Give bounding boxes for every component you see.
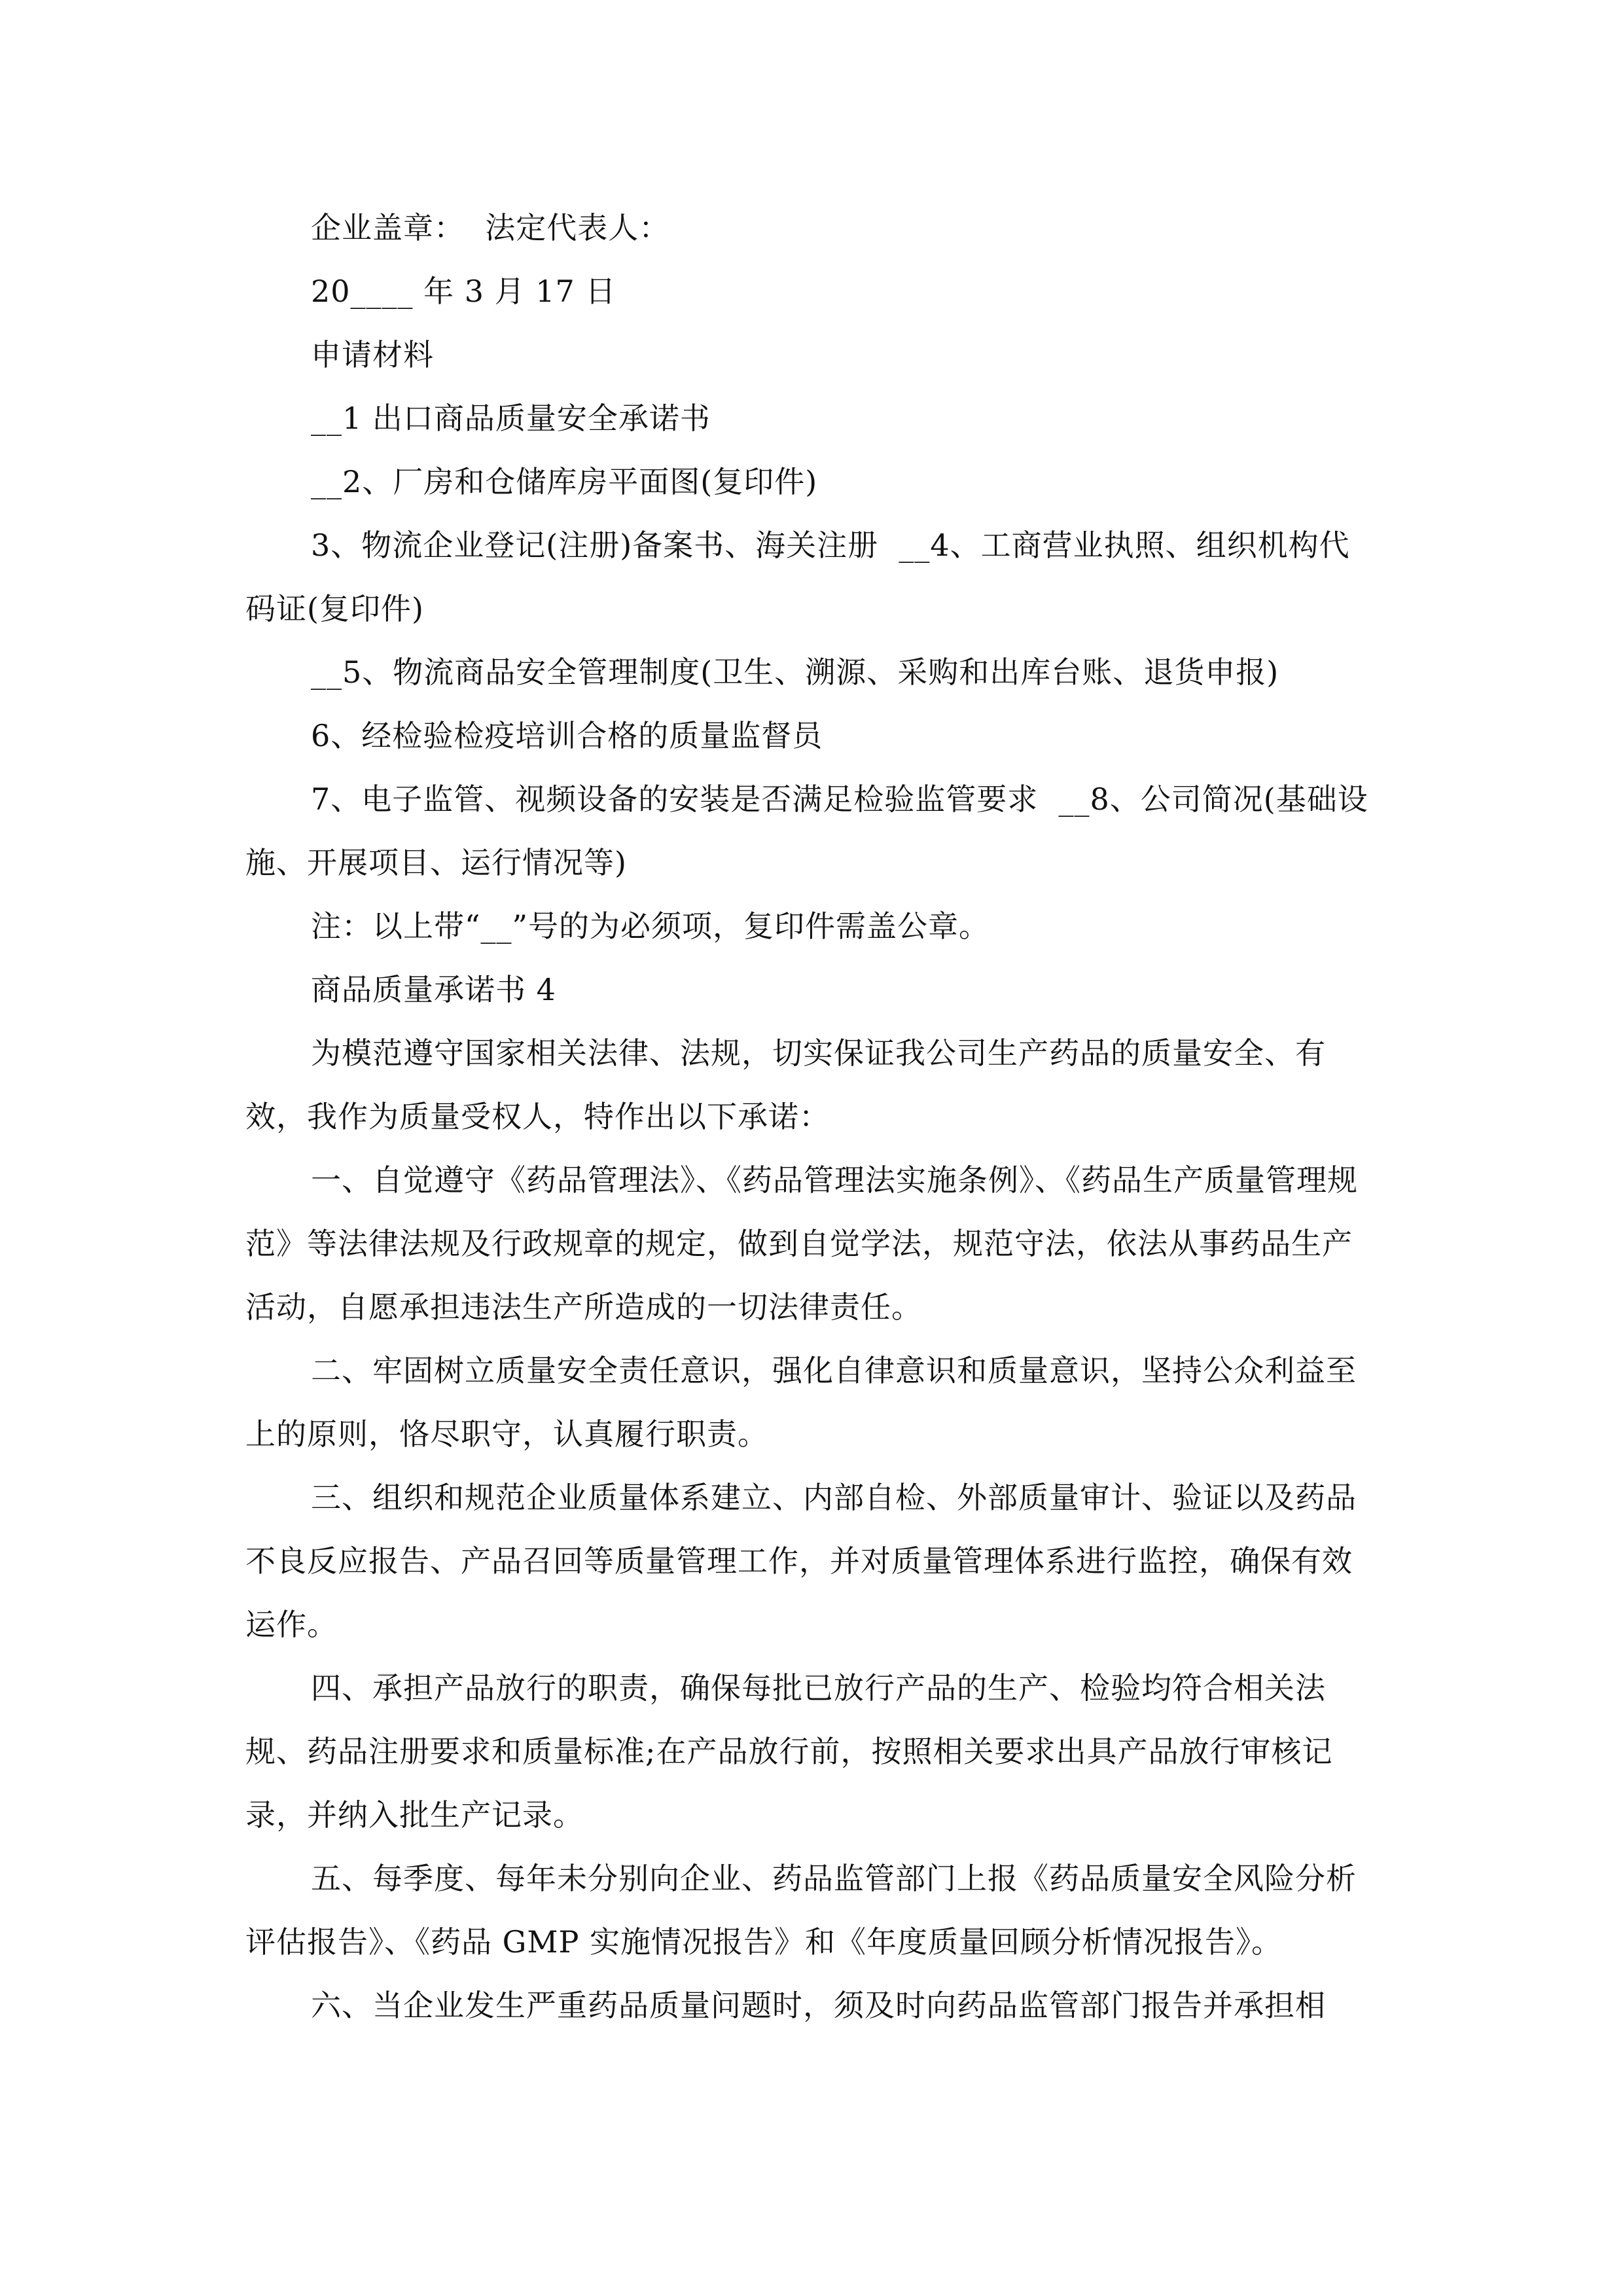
material-item: 6、经检验检疫培训合格的质量监督员 — [311, 718, 823, 753]
body-paragraph: 一、自觉遵守《药品管理法》、《药品管理法实施条例》、《药品生产质量管理规范》等法律法规及行政规章的规定，做到自觉学法，规范守法，依法从事药品生产活动，自愿承担违法生产所造成的一切法律责任。 — [245, 1162, 1358, 1325]
material-item: __5、物流商品安全管理制度(卫生、溯源、采购和出库台账、退货申报) — [311, 655, 1279, 690]
material-item: 7、电子监管、视频设备的安装是否满足检验监管要求 __8、公司简况(基础设施、开展项目、运行情况等) — [245, 781, 1368, 880]
section-heading-commitment: 商品质量承诺书 4 — [311, 972, 556, 1007]
date-line: 20____ 年 3 月 17 日 — [311, 274, 616, 309]
body-paragraph: 三、组织和规范企业质量体系建立、内部自检、外部质量审计、验证以及药品不良反应报告、产品召回等质量管理工作，并对质量管理体系进行监控，确保有效运作。 — [245, 1480, 1357, 1642]
material-item: 3、物流企业登记(注册)备案书、海关注册 __4、工商营业执照、组织机构代码证(复印件) — [245, 528, 1350, 626]
material-item: __2、厂房和仓储库房平面图(复印件) — [311, 464, 818, 499]
note-line: 注：以上带“__”号的为必须项，复印件需盖公章。 — [311, 908, 990, 944]
body-paragraph: 二、牢固树立质量安全责任意识，强化自律意识和质量意识，坚持公众利益至上的原则，恪尽职守，认真履行职责。 — [245, 1353, 1357, 1452]
document-body — [245, 196, 1378, 2037]
body-paragraph: 五、每季度、每年未分别向企业、药品监管部门上报《药品质量安全风险分析评估报告》、《药品 GMP 实施情况报告》和《年度质量回顾分析情况报告》。 — [245, 1861, 1357, 1960]
signature-line: 企业盖章： 法定代表人： — [311, 210, 670, 245]
body-paragraph: 六、当企业发生严重药品质量问题时，须及时向药品监管部门报告并承担相 — [311, 1988, 1326, 2023]
material-item: __1 出口商品质量安全承诺书 — [311, 401, 711, 436]
body-paragraph: 四、承担产品放行的职责，确保每批已放行产品的生产、检验均符合相关法规、药品注册要求和质量标准;在产品放行前，按照相关要求出具产品放行审核记录，并纳入批生产记录。 — [245, 1670, 1333, 1833]
body-paragraph: 为模范遵守国家相关法律、法规，切实保证我公司生产药品的质量安全、有效，我作为质量受权人，特作出以下承诺： — [245, 1035, 1326, 1134]
section-heading-materials: 申请材料 — [311, 337, 434, 372]
